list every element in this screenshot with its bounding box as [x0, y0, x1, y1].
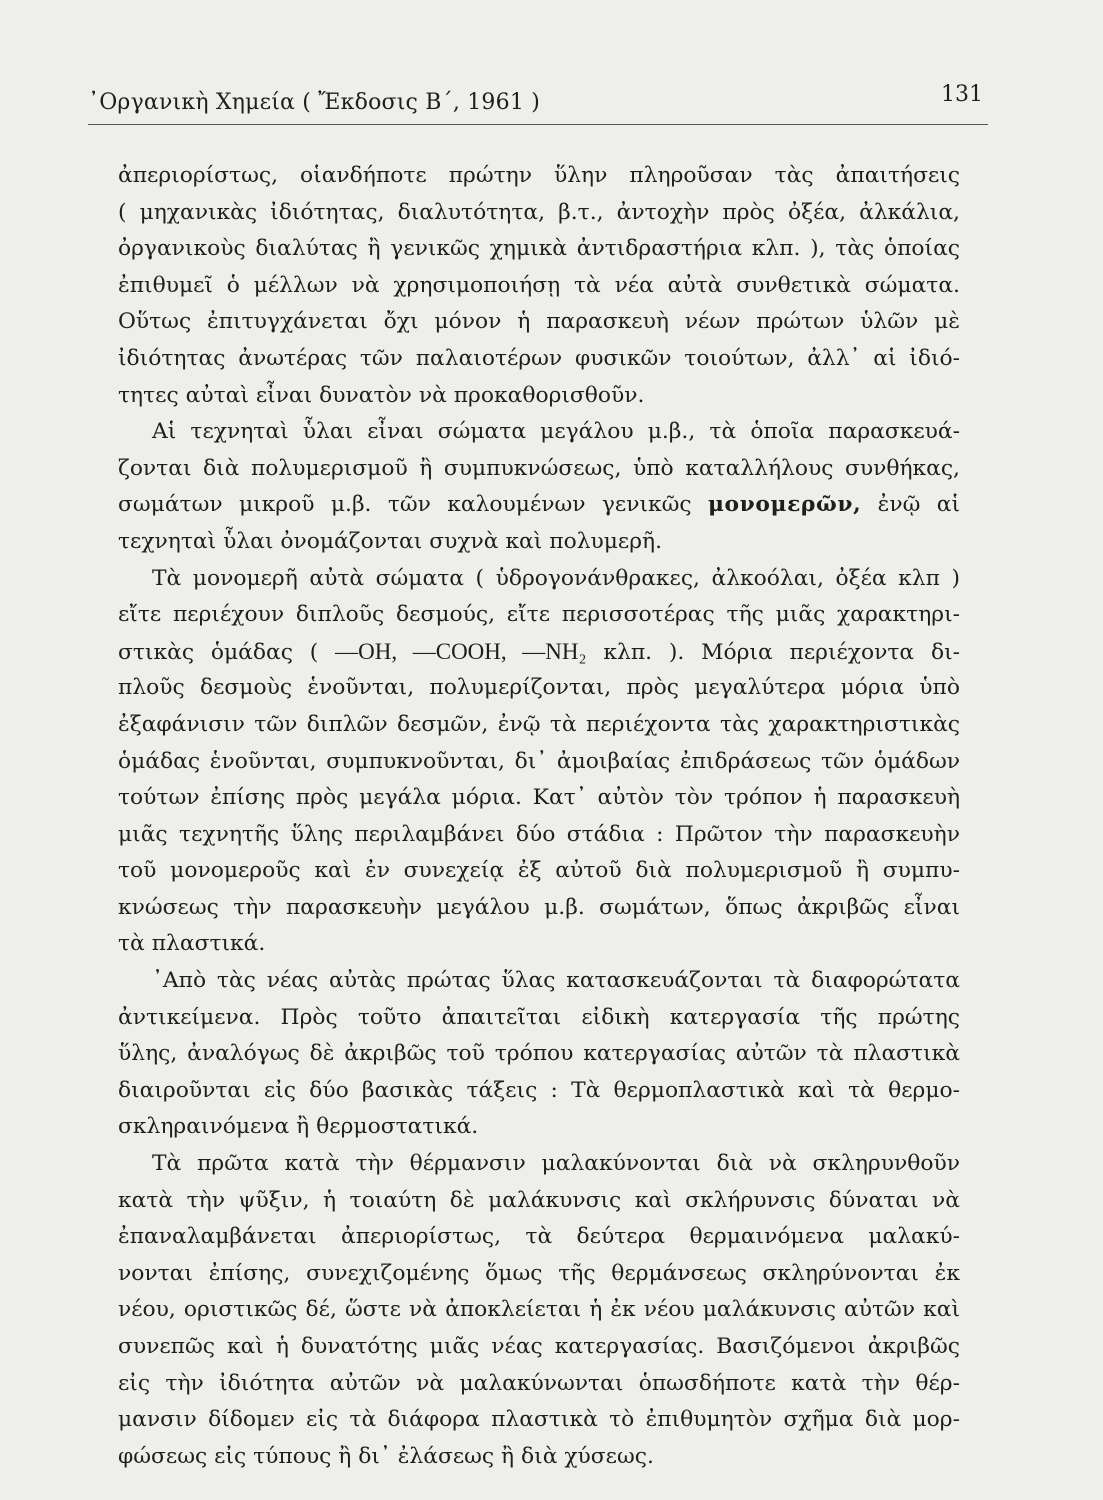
text-run: ἐνῷ αἱ — [877, 492, 960, 518]
text-line: Οὕτως ἐπιτυγχάνεται ὄχι μόνον ἡ παρασκευὴ νέων πρώτων ὑλῶν μὲ — [118, 309, 960, 335]
text-line: τούτων ἐπίσης πρὸς μεγάλα μόρια. Κατ᾽ αὐτὸν τὸν τρόπον ἡ παρασκευὴ — [118, 785, 960, 811]
text-line: σκληραινόμενα ἢ θερμοστατικά. — [118, 1114, 479, 1140]
text-line: Αἱ τεχνηταὶ ὗλαι εἶναι σώματα μεγάλου μ.β., τὰ ὁποῖα παρασκευά- — [152, 419, 960, 445]
text-line: ὕλης, ἀναλόγως δὲ ἀκριβῶς τοῦ τρόπου κατεργασίας αὐτῶν τὰ πλαστικὰ — [118, 1041, 960, 1067]
text-line: τὰ πλαστικά. — [118, 931, 266, 957]
text-line: κνώσεως τὴν παρασκευὴν μεγάλου μ.β. σωμάτων, ὅπως ἀκριβῶς εἶναι — [118, 894, 960, 920]
text-line: εἴτε περιέχουν διπλοῦς δεσμούς, εἴτε περισσοτέρας τῆς μιᾶς χαρακτηρι- — [118, 602, 960, 628]
text-line: φώσεως εἰς τύπους ἢ δι᾽ ἐλάσεως ἢ διὰ χύσεως. — [118, 1443, 654, 1469]
text-line: ἰδιότητας ἀνωτέρας τῶν παλαιοτέρων φυσικῶν τοιούτων, ἀλλ᾽ αἱ ἰδιό- — [118, 345, 960, 371]
text-line — [118, 634, 960, 671]
text-run: σωμάτων μικροῦ μ.β. τῶν καλουμένων γενικῶς — [118, 492, 692, 518]
text-line — [118, 487, 960, 524]
text-run: στικὰς ὁμάδας ( — [118, 639, 319, 665]
chemical-groups: —OH, —COOH, —NH₂ — [335, 638, 587, 664]
text-line: τοῦ μονομεροῦς καὶ ἐν συνεχείᾳ ἐξ αὐτοῦ διὰ πολυμερισμοῦ ἢ συμπυ- — [118, 858, 960, 884]
text-line: ἀπεριορίστως, οἱανδήποτε πρώτην ὕλην πληροῦσαν τὰς ἀπαιτήσεις — [118, 163, 960, 188]
text-line: τητες αὐταὶ εἶναι δυνατὸν νὰ προκαθορισθοῦν. — [118, 382, 645, 408]
text-line: ( μηχανικὰς ἰδιότητας, διαλυτότητα, β.τ., ἀντοχὴν πρὸς ὀξέα, ἀλκάλια, — [118, 199, 960, 225]
text-line: Τὰ μονομερῆ αὐτὰ σώματα ( ὑδρογονάνθρακες, ἀλκοόλαι, ὀξέα κλπ ) — [152, 565, 960, 591]
text-line: εἰς τὴν ἰδιότητα αὐτῶν νὰ μαλακύνωνται ὁπωσδήποτε κατὰ τὴν θέρ- — [118, 1370, 960, 1396]
text-line: συνεπῶς καὶ ἡ δυνατότης μιᾶς νέας κατεργασίας. Βασιζόμενοι ἀκριβῶς — [118, 1334, 960, 1359]
text-line: πλοῦς δεσμοὺς ἑνοῦνται, πολυμερίζονται, πρὸς μεγαλύτερα μόρια ὑπὸ — [118, 675, 960, 701]
text-line: κατὰ τὴν ψῦξιν, ἡ τοιαύτη δὲ μαλάκυνσις καὶ σκλήρυνσις δύναται νὰ — [118, 1187, 960, 1213]
running-header — [88, 82, 988, 122]
text-line: διαιροῦνται εἰς δύο βασικὰς τάξεις : Τὰ θερμοπλαστικὰ καὶ τὰ θερμο- — [118, 1077, 960, 1103]
text-line: ἐξαφάνισιν τῶν διπλῶν δεσμῶν, ἐνῷ τὰ περιέχοντα τὰς χαρακτηριστικὰς — [118, 711, 960, 737]
body-text — [118, 158, 960, 1475]
text-line: ἐπιθυμεῖ ὁ μέλλων νὰ χρησιμοποιήσῃ τὰ νέα αὐτὰ συνθετικὰ σώματα. — [118, 272, 960, 298]
text-line: ἐπαναλαμβάνεται ἀπεριορίστως, τὰ δεύτερα θερμαινόμενα μαλακύ- — [118, 1224, 960, 1250]
running-header-title: ᾽Οργανικὴ Χημεία ( Ἔκδοσις Β΄, 1961 ) — [88, 90, 540, 115]
header-rule — [88, 124, 988, 125]
page-number: 131 — [941, 82, 983, 107]
text-line: Τὰ πρῶτα κατὰ τὴν θέρμανσιν μαλακύνονται διὰ νὰ σκληρυνθοῦν — [152, 1151, 960, 1177]
text-line: μιᾶς τεχνητῆς ὕλης περιλαμβάνει δύο στάδια : Πρῶτον τὴν παρασκευὴν — [118, 821, 960, 847]
text-run: κλπ. ). Μόρια περιέχοντα δι- — [603, 639, 961, 665]
text-line: ζονται διὰ πολυμερισμοῦ ἢ συμπυκνώσεως, ὑπὸ καταλλήλους συνθήκας, — [118, 455, 960, 481]
text-line: μανσιν δίδομεν εἰς τὰ διάφορα πλαστικὰ τὸ ἐπιθυμητὸν σχῆμα διὰ μορ- — [118, 1407, 960, 1433]
text-line: νέου, οριστικῶς δέ, ὥστε νὰ ἀποκλείεται ἡ ἐκ νέου μαλάκυνσις αὐτῶν καὶ — [118, 1297, 960, 1323]
bold-term-monomers: μονομερῶν, — [707, 492, 862, 518]
text-line: τεχνηταὶ ὗλαι ὀνομάζονται συχνὰ καὶ πολυμερῆ. — [118, 528, 663, 554]
text-line: ὀργανικοὺς διαλύτας ἢ γενικῶς χημικὰ ἀντιδραστήρια κλπ. ), τὰς ὁποίας — [118, 236, 960, 262]
text-line: ὁμάδας ἑνοῦνται, συμπυκνοῦνται, δι᾽ ἀμοιβαίας ἐπιδράσεως τῶν ὁμάδων — [118, 748, 960, 774]
text-line: νονται ἐπίσης, συνεχιζομένης ὅμως τῆς θερμάνσεως σκληρύνονται ἐκ — [118, 1260, 960, 1286]
text-line: ᾽Απὸ τὰς νέας αὐτὰς πρώτας ὕλας κατασκευάζονται τὰ διαφορώτατα — [152, 968, 960, 994]
text-line: ἀντικείμενα. Πρὸς τοῦτο ἀπαιτεῖται εἰδικὴ κατεργασία τῆς πρώτης — [118, 1004, 960, 1030]
